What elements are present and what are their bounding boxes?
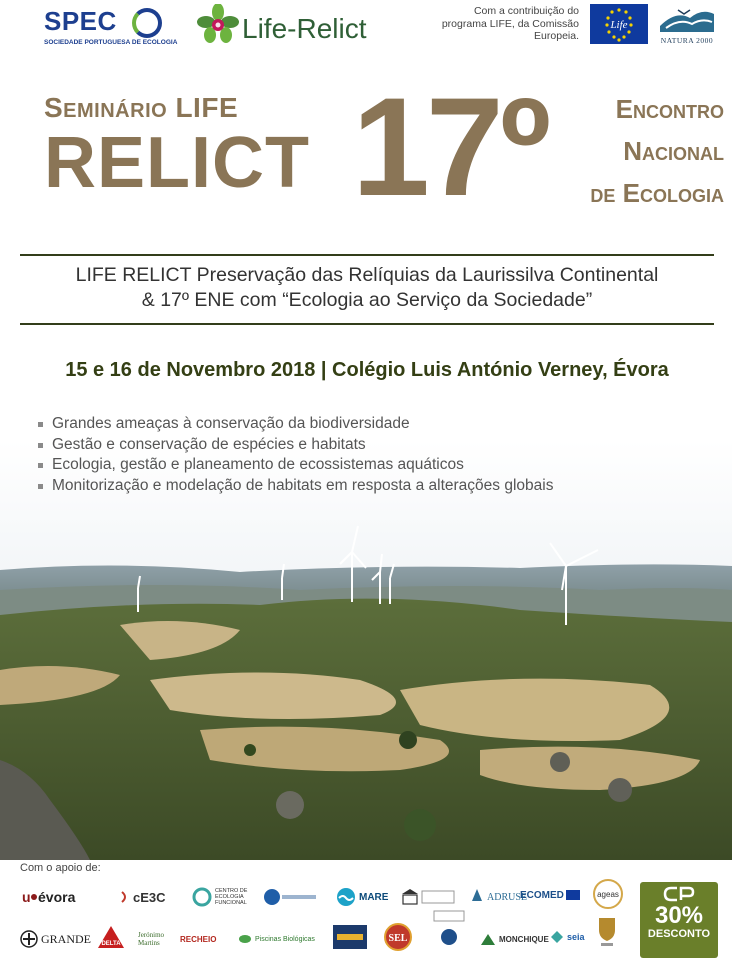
eu-small-flag-icon — [566, 890, 580, 900]
sponsor-grande — [20, 928, 91, 950]
svg-text:u: u — [22, 889, 31, 905]
natura-text: NATURA 2000 — [660, 36, 714, 45]
topic-text: Gestão e conservação de espécies e habitats — [52, 435, 366, 453]
sponsor-lopes — [432, 918, 466, 940]
seminar-title-small: Seminário LIFE — [44, 92, 239, 123]
sponsor-ageas — [592, 883, 624, 905]
sponsor-monchique-text: MONCHIQUE — [499, 934, 549, 944]
promo-label: DESCONTO — [647, 928, 711, 940]
topic-item — [36, 435, 696, 456]
sponsor-jeronimo — [138, 928, 174, 950]
bottom-divider — [20, 323, 714, 325]
sponsor-seia — [550, 926, 585, 948]
sponsor-ce3c — [120, 886, 166, 908]
mountain-icon — [480, 932, 496, 946]
encontro-title-line-3: de Ecologia — [590, 178, 724, 208]
sponsor-sel-text: SEL — [388, 933, 408, 944]
topics-list — [36, 414, 696, 496]
topic-text: Monitorização e modelação de habitats em resposta a alterações globais — [52, 476, 554, 494]
natura-2000-logo — [656, 4, 718, 46]
life-relict-logo — [196, 4, 386, 44]
sponsor-sel — [384, 926, 412, 948]
sponsor-delta-text: DELTA — [101, 941, 121, 947]
seia-icon — [550, 930, 564, 944]
sponsor-ageas-text: ageas — [597, 890, 619, 899]
eu-flag-text: Life — [610, 19, 628, 31]
sponsor-cefe — [262, 886, 318, 908]
seminar-title — [44, 92, 310, 203]
globe-icon — [262, 887, 318, 907]
bullet-square-icon — [38, 463, 43, 468]
subtitle-line-1: LIFE RELICT Preservação das Relíquias da Laurissilva Continental — [75, 264, 659, 286]
ageas-icon — [592, 878, 624, 910]
crest-icon — [596, 914, 618, 948]
bullet-square-icon — [38, 443, 43, 448]
delta-icon — [96, 924, 126, 950]
sponsor-recheio — [180, 928, 216, 950]
promo-percent: 30% — [654, 902, 704, 929]
mare-icon — [336, 887, 356, 907]
sponsor-contrafeitos — [332, 926, 368, 948]
sponsor-mare-text: MARE — [359, 891, 389, 903]
landscape-image — [0, 440, 732, 860]
sponsor-grande-text: GRANDE — [41, 931, 91, 946]
support-label: Com o apoio de: — [20, 862, 101, 874]
sponsor-monchique — [480, 928, 549, 950]
sponsor-recheio-text: RECHEIO — [180, 934, 217, 944]
sponsor-ecomed-text: ECOMED — [520, 889, 564, 901]
bullet-square-icon — [38, 484, 43, 489]
topic-item — [36, 476, 696, 497]
sponsor-unesco — [400, 886, 456, 908]
sponsor-piscinas — [238, 928, 315, 950]
topic-item — [36, 455, 696, 476]
top-divider — [20, 254, 714, 256]
sel-icon — [384, 923, 412, 951]
sponsor-seia-text: seia — [567, 932, 585, 942]
topic-item — [36, 414, 696, 435]
cef-icon — [192, 887, 212, 907]
ce3c-icon — [120, 890, 130, 904]
sponsor-ecomed — [520, 884, 580, 906]
event-subtitle — [20, 263, 714, 313]
speco-ring-icon — [132, 8, 162, 38]
sponsor-camara — [596, 920, 618, 942]
leaf-icon — [238, 933, 252, 945]
sponsor-ce3c-text: cE3C — [133, 889, 166, 905]
sponsor-delta — [96, 926, 126, 948]
header-logos — [0, 0, 732, 52]
contribution-note: Com a contribuição do programa LIFE, da Comissão Europeia. — [441, 5, 579, 42]
cross-icon — [20, 930, 38, 948]
sponsor-adruse-text: ADRUSE — [487, 891, 528, 903]
topic-text: Ecologia, gestão e planeamento de ecossistemas aquáticos — [52, 456, 464, 473]
sponsor-mare — [336, 886, 388, 908]
sponsor-piscinas-text: Piscinas Biológicas — [255, 935, 315, 943]
bullet-square-icon — [38, 422, 43, 427]
lopes-icon — [432, 909, 466, 949]
sponsor-cef-text: CENTRO DE ECOLOGIA FUNCIONAL — [215, 888, 248, 906]
encontro-title — [494, 88, 724, 214]
relict-word: Life-Relict — [242, 13, 367, 44]
encontro-title-line-2: Nacional — [623, 136, 724, 166]
sponsor-adruse — [470, 886, 527, 908]
date-location: 15 e 16 de Novembro 2018 | Colégio Luis António Verney, Évora — [65, 359, 669, 381]
subtitle-line-2: & 17º ENE com “Ecologia ao Serviço da Sociedade” — [141, 289, 593, 311]
sponsor-jeronimo-text: Jerónimo Martins — [138, 931, 165, 947]
cp-icon — [659, 886, 699, 902]
badge-icon — [332, 924, 368, 950]
unesco-icon — [400, 886, 456, 908]
sponsor-cef — [192, 886, 249, 908]
encontro-title-line-1: Encontro — [615, 94, 724, 124]
topic-text: Grandes ameaças à conservação da biodiversidade — [52, 415, 410, 432]
discount-promo — [640, 882, 718, 958]
speco-word: SPEC — [44, 6, 117, 36]
sponsor-uevora-text: évora — [38, 889, 76, 905]
seminar-title-big: RELICT — [44, 123, 310, 203]
adruse-icon — [470, 887, 484, 907]
flower-icon — [196, 4, 240, 44]
speco-subtitle: SOCIEDADE PORTUGUESA DE ECOLOGIA — [44, 39, 178, 46]
speco-logo — [44, 6, 178, 48]
uevora-icon — [20, 888, 38, 906]
sponsor-uevora — [20, 886, 75, 908]
eu-life-flag-icon — [590, 4, 648, 44]
edition-number: 17º — [352, 68, 547, 225]
